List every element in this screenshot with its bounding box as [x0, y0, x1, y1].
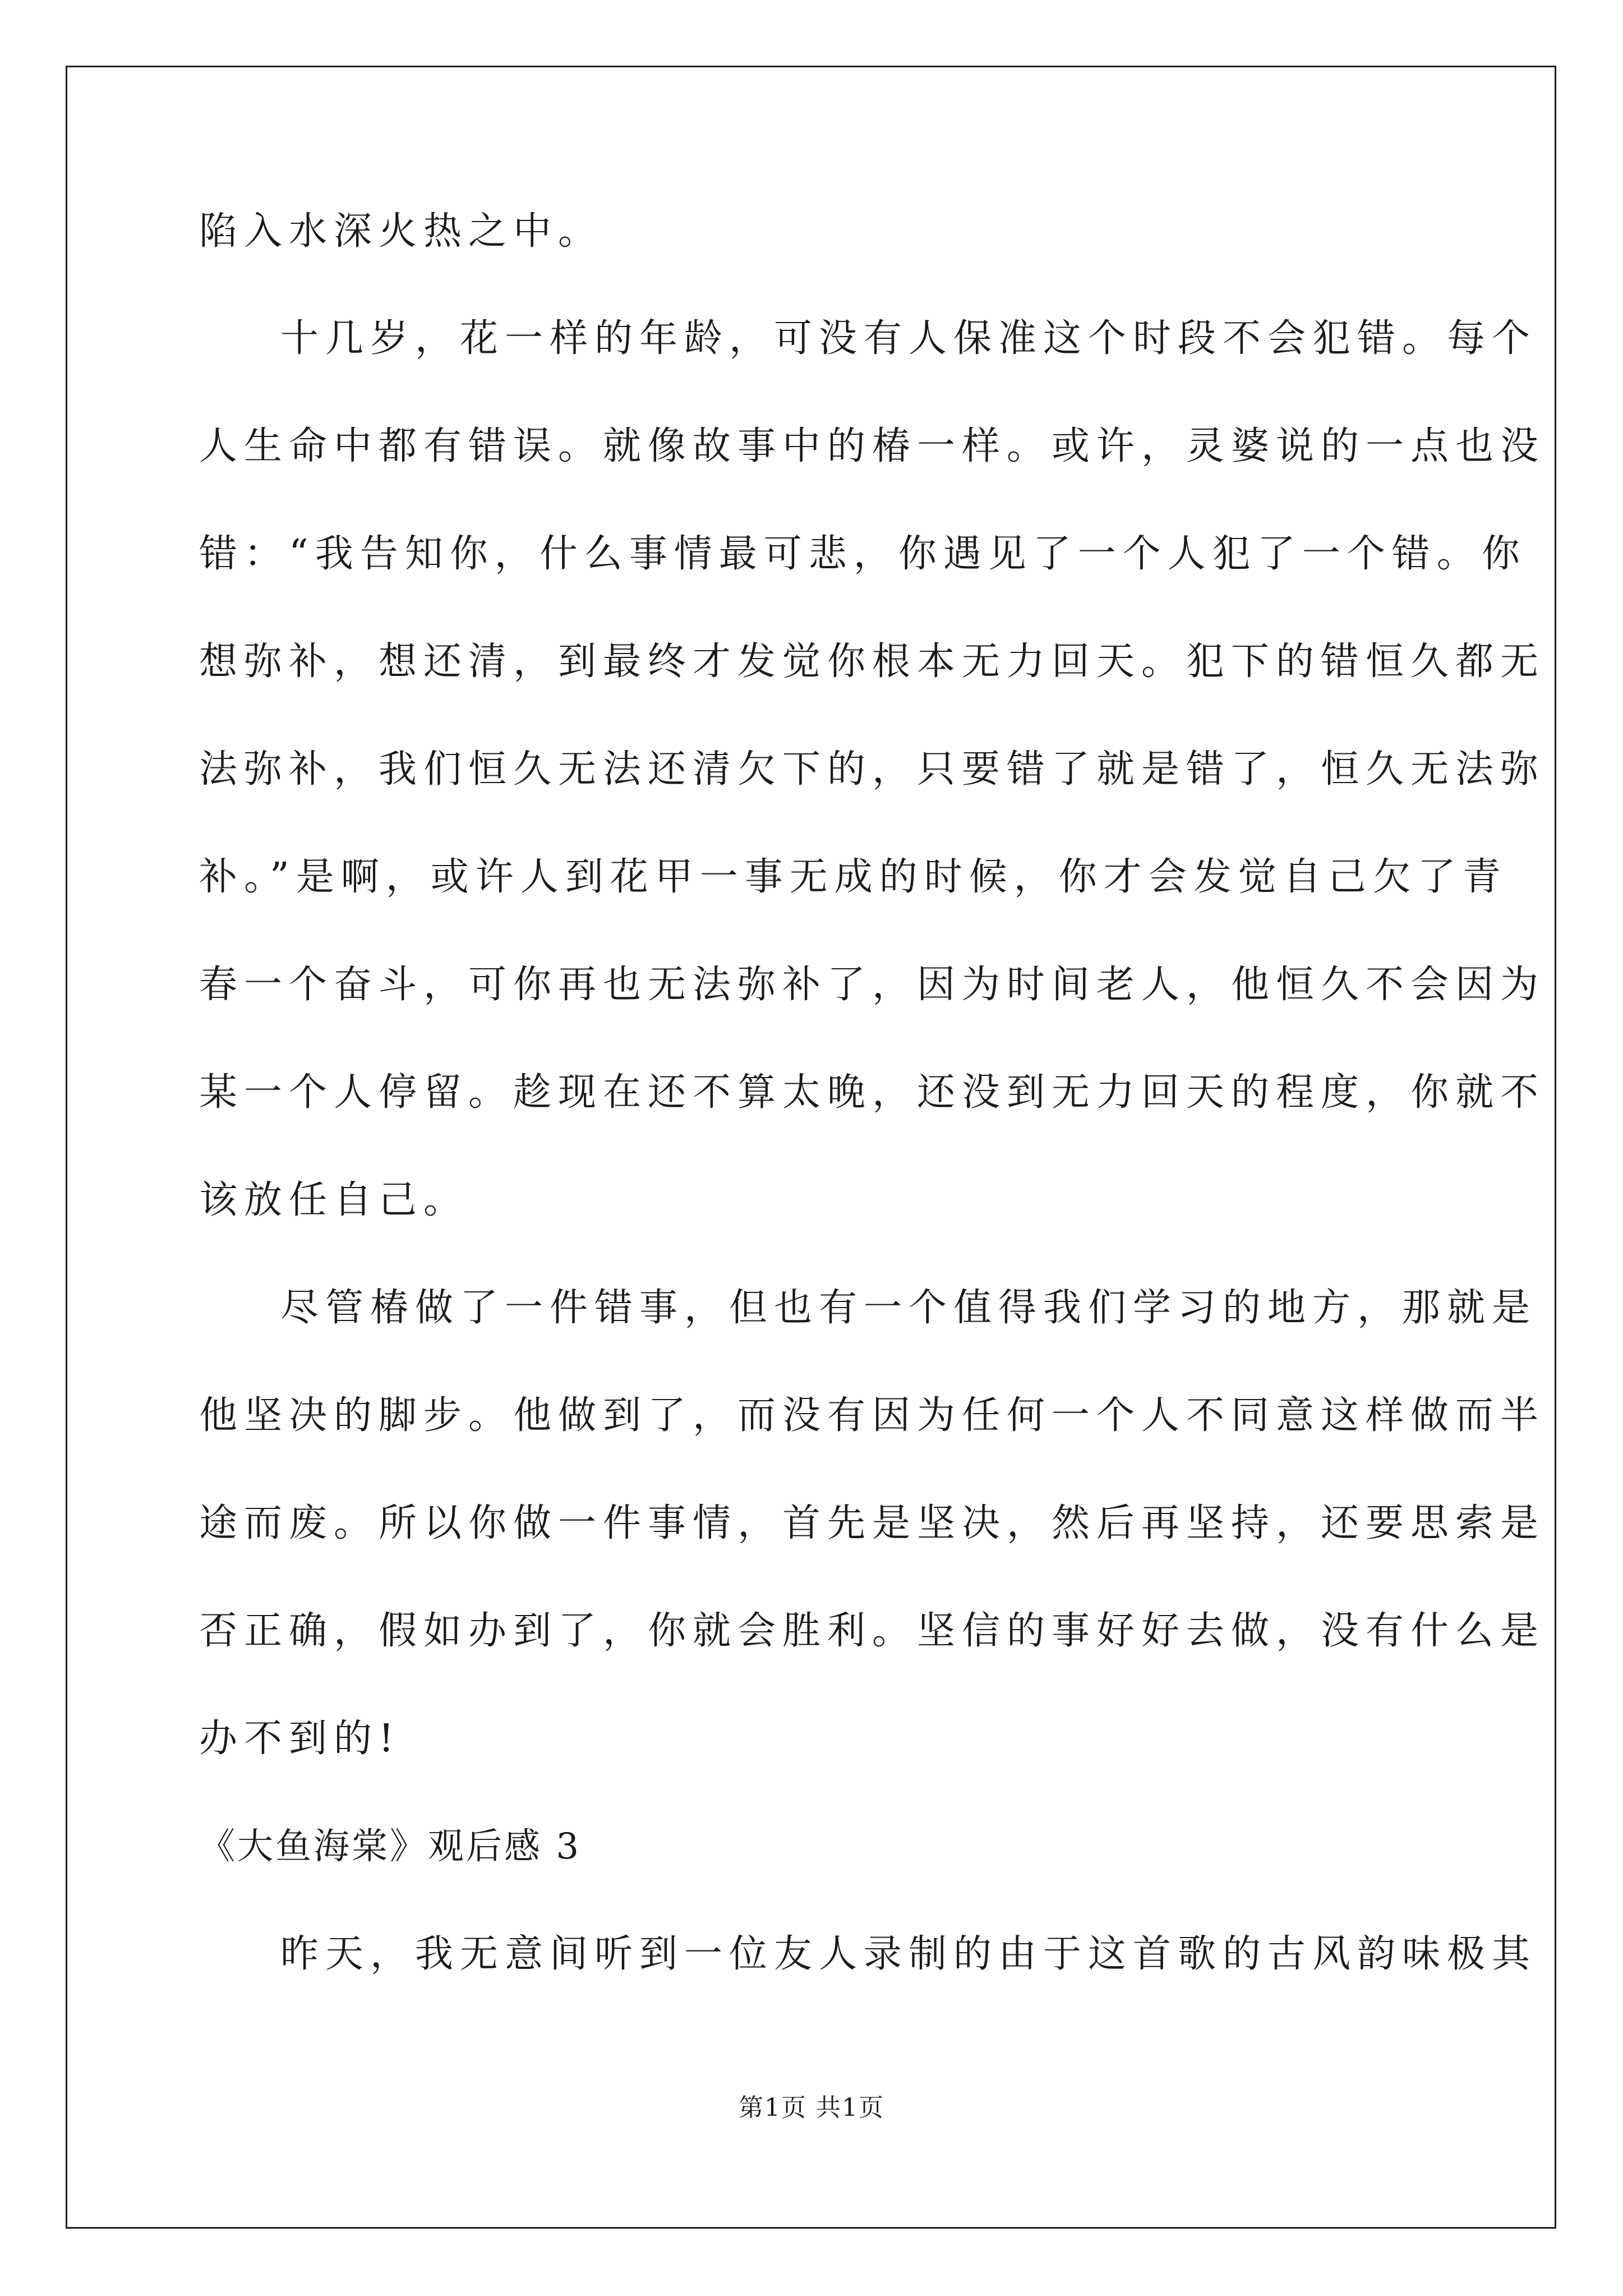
section-heading: 《大鱼海棠》观后感 3: [199, 1826, 582, 1867]
page-border: [66, 66, 1556, 2229]
text-line: 补。”是啊，或许人到花甲一事无成的时候，你才会发觉自己欠了青: [199, 855, 1507, 899]
paragraph-start-line: 昨天，我无意间听到一位友人录制的由于这首歌的古风韵味极其: [280, 1932, 1537, 1976]
text-line: 法弥补，我们恒久无法还清欠下的，只要错了就是错了，恒久无法弥: [199, 747, 1546, 792]
paragraph-start-line: 十几岁，花一样的年龄，可没有人保准这个时段不会犯错。每个: [280, 316, 1537, 361]
text-line: 想弥补，想还清，到最终才发觉你根本无力回天。犯下的错恒久都无: [199, 639, 1546, 684]
text-line: 否正确，假如办到了，你就会胜利。坚信的事好好去做，没有什么是: [199, 1609, 1546, 1653]
text-line: 某一个人停留。趁现在还不算太晚，还没到无力回天的程度，你就不: [199, 1070, 1546, 1115]
text-line: 该放任自己。: [199, 1178, 469, 1222]
text-line: 途而废。所以你做一件事情，首先是坚决，然后再坚持，还要思索是: [199, 1501, 1546, 1545]
text-line: 人生命中都有错误。就像故事中的椿一样。或许，灵婆说的一点也没: [199, 424, 1546, 468]
text-line: 办不到的!: [199, 1717, 401, 1761]
text-line: 陷入水深火热之中。: [199, 209, 603, 254]
text-line: 错：“我告知你，什么事情最可悲，你遇见了一个人犯了一个错。你: [199, 532, 1527, 576]
paragraph-start-line: 尽管椿做了一件错事，但也有一个值得我们学习的地方，那就是: [280, 1286, 1537, 1330]
text-line: 他坚决的脚步。他做到了，而没有因为任何一个人不同意这样做而半: [199, 1393, 1546, 1438]
text-line: 春一个奋斗，可你再也无法弥补了，因为时间老人，他恒久不会因为: [199, 963, 1546, 1007]
page-number-footer: 第1页 共1页: [739, 2093, 884, 2122]
